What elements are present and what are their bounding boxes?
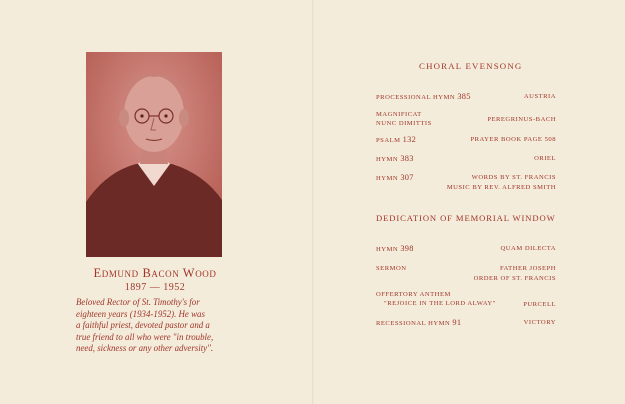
item-number: 385 bbox=[457, 92, 471, 101]
item-label: OFFERTORY ANTHEM bbox=[376, 291, 451, 298]
item-number: 132 bbox=[402, 135, 417, 144]
item-detail-second: PURCELL bbox=[523, 300, 556, 308]
portrait-photo bbox=[86, 52, 222, 257]
tribute-line: need, sickness or any other adversity". bbox=[76, 343, 214, 354]
page-fold bbox=[312, 0, 314, 404]
item-detail: PRAYER BOOK PAGE 508 bbox=[470, 136, 556, 143]
item-detail-second: ORDER OF ST. FRANCIS bbox=[473, 274, 556, 282]
memorial-dates: 1897 — 1952 bbox=[124, 282, 186, 293]
anthem-title: "REJOICE IN THE LORD ALWAY" bbox=[384, 300, 496, 307]
item-number: 307 bbox=[400, 173, 414, 182]
item-detail: QUAM DILECTA bbox=[500, 245, 556, 252]
item-label: HYMN bbox=[376, 175, 399, 182]
item-detail: AUSTRIA bbox=[523, 93, 556, 100]
service-title: CHORAL EVENSONG bbox=[419, 61, 523, 71]
tribute-line: a faithful priest, devoted pastor and a bbox=[76, 320, 210, 331]
item-detail: WORDS BY ST. FRANCIS bbox=[471, 174, 556, 181]
tribute-line: true friend to all who were "in trouble, bbox=[76, 331, 214, 342]
item-label: MAGNIFICAT bbox=[376, 111, 422, 118]
item-detail: PEREGRINUS-BACH bbox=[487, 116, 556, 123]
tribute-line: eighteen years (1934-1952). He was bbox=[76, 308, 205, 319]
item-label: RECESSIONAL HYMN bbox=[376, 320, 451, 327]
item-label: PROCESSIONAL HYMN bbox=[376, 94, 456, 101]
item-number: 398 bbox=[400, 244, 414, 253]
memorial-tribute bbox=[76, 297, 250, 355]
dedication-title: DEDICATION OF MEMORIAL WINDOW bbox=[376, 213, 556, 223]
item-number: 91 bbox=[452, 318, 462, 327]
item-detail: FATHER JOSEPH bbox=[499, 265, 556, 272]
item-label: SERMON bbox=[376, 265, 407, 272]
item-number: 383 bbox=[400, 154, 414, 163]
item-label-second: NUNC DIMITTIS bbox=[376, 120, 432, 127]
item-label: HYMN bbox=[376, 156, 399, 163]
item-detail: ORIEL bbox=[534, 155, 556, 162]
item-detail-second: MUSIC BY REV. ALFRED SMITH bbox=[446, 183, 556, 191]
item-label: HYMN bbox=[376, 246, 399, 253]
item-label: PSALM bbox=[376, 137, 401, 144]
memorial-name: Edmund Bacon Wood bbox=[93, 266, 217, 280]
tribute-line: Beloved Rector of St. Timothy's for bbox=[76, 297, 200, 307]
item-detail: VICTORY bbox=[523, 319, 556, 326]
